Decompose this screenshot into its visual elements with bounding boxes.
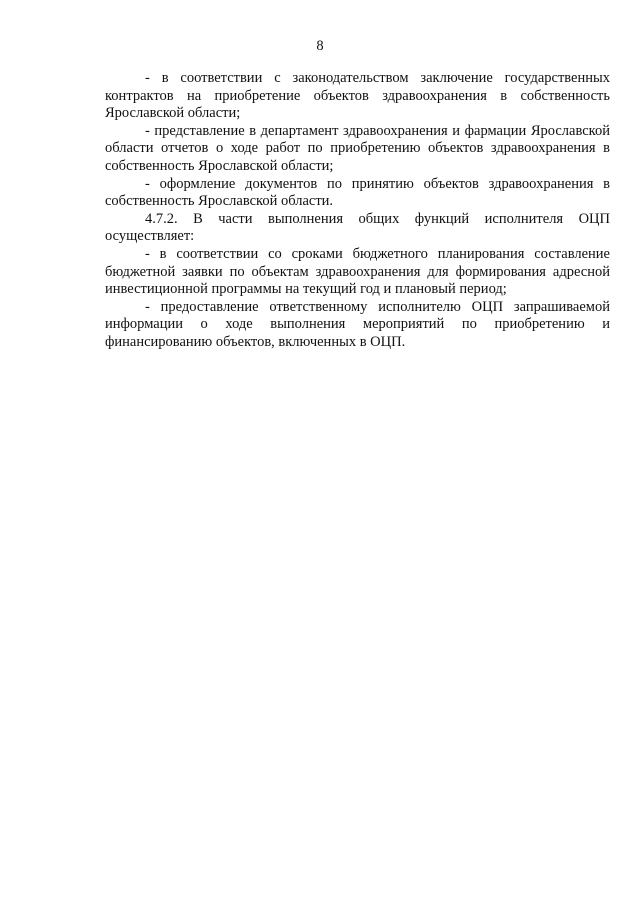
paragraph-contract-conclusion: - в соответствии с законодательством заключение государственных контрактов на приобретение объектов здравоохранения в собственность Ярославской области;	[105, 70, 610, 122]
paragraph-section-4-7-2: 4.7.2. В части выполнения общих функций исполнителя ОЦП осуществляет:	[105, 210, 610, 245]
paragraph-information-provision: - предоставление ответственному исполнителю ОЦП запрашиваемой информации о ходе выполнения мероприятий по приобретению и финансированию объектов, включенных в ОЦП.	[105, 298, 610, 350]
paragraph-document-registration: - оформление документов по принятию объектов здравоохранения в собственность Ярославской области.	[105, 175, 610, 210]
page-number: 8	[316, 38, 324, 54]
paragraph-budget-request: - в соответствии со сроками бюджетного планирования составление бюджетной заявки по объектам здравоохранения для формирования адресной инвестиционной программы на текущий год и плановый период;	[105, 245, 610, 298]
paragraph-report-submission: - представление в департамент здравоохранения и фармации Ярославской области отчетов о ходе работ по приобретению объектов здравоохранения в собственность Ярославской области;	[105, 122, 610, 174]
document-body	[105, 70, 610, 352]
